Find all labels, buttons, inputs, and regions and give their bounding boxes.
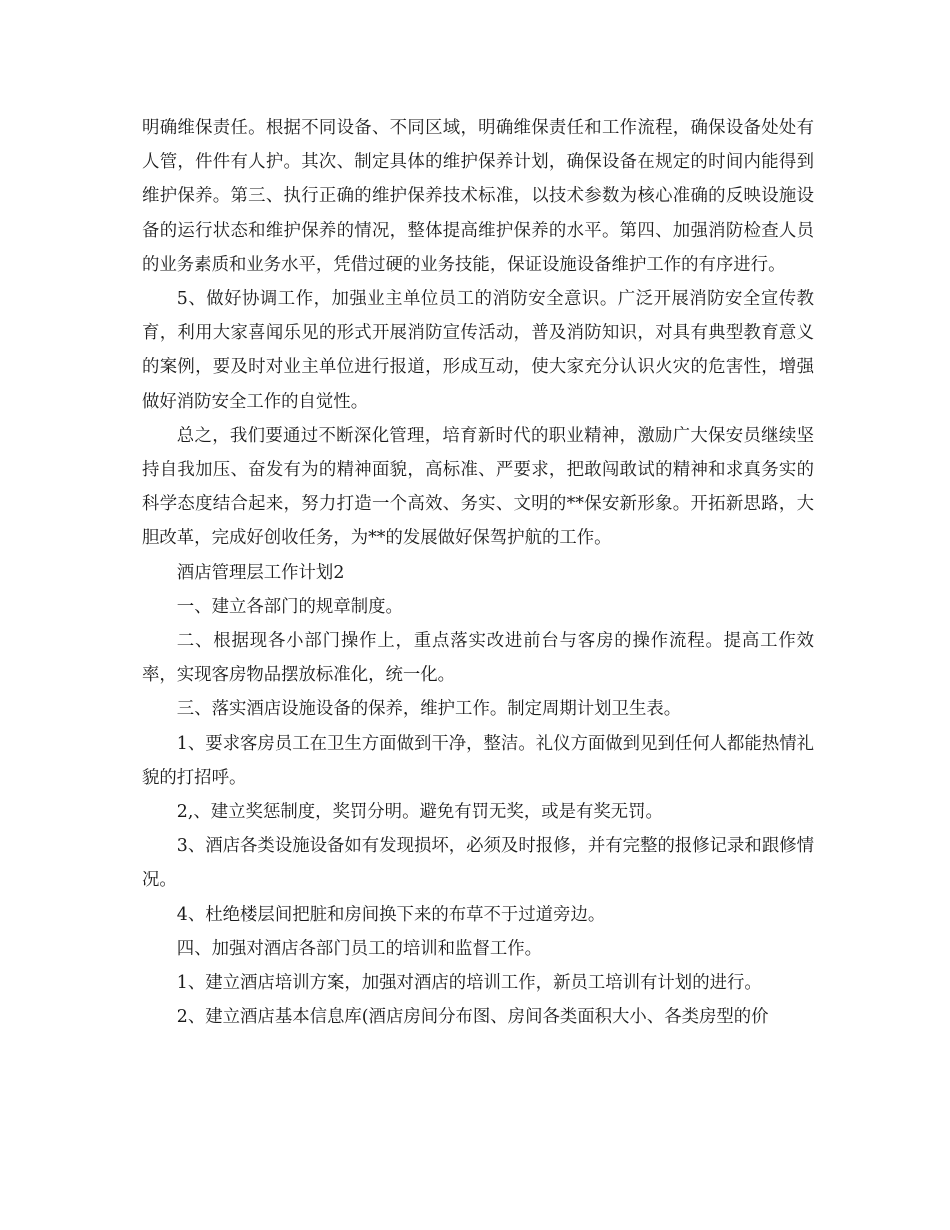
paragraph-coordination: 5、做好协调工作，加强业主单位员工的消防安全意识。广泛开展消防安全宣传教育，利用大家喜闻乐见的形式开展消防宣传活动，普及消防知识，对具有典型教育意义的案例，要及时对业主单位进行报道，形成互动，使大家充分认识火灾的危害性，增强做好消防安全工作的自觉性。 <box>142 289 814 412</box>
item-improve-process: 二、根据现各小部门操作上，重点落实改进前台与客房的操作流程。提高工作效率，实现客房物品摆放标准化，统一化。 <box>142 631 814 686</box>
paragraph-maintenance-duties: 明确维保责任。根据不同设备、不同区域，明确维保责任和工作流程，确保设备处处有人管，件件有人护。其次、制定具体的维护保养计划，确保设备在规定的时间内能得到维护保养。第三、执行正确的维护保养技术标准，以技术参数为核心准确的反映设施设备的运行状态和维护保养的情况，整体提高维护保养的水平。第四、加强消防检查人员的业务素质和业务水平，凭借过硬的业务技能，保证设施设备维护工作的有序进行。 <box>142 118 814 275</box>
subitem-training-plan: 1、建立酒店培训方案，加强对酒店的培训工作，新员工培训有计划的进行。 <box>176 973 762 994</box>
subitem-reward-punishment: 2,、建立奖惩制度，奖罚分明。避免有罚无奖，或是有奖无罚。 <box>176 802 663 823</box>
subitem-housekeeping-standards: 1、要求客房员工在卫生方面做到干净，整洁。礼仪方面做到见到任何人都能热情礼貌的打招呼。 <box>142 733 814 788</box>
paragraph-summary: 总之，我们要通过不断深化管理，培育新时代的职业精神，激励广大保安员继续坚持自我加压、奋发有为的精神面貌，高标准、严要求，把敢闯敢试的精神和求真务实的科学态度结合起来，努力打造一个高效、务实、文明的**保安新形象。开拓新思路，大胆改革，完成好创收任务，为**的发展做好保驾护航的工作。 <box>142 425 814 549</box>
subitem-linen-handling: 4、杜绝楼层间把脏和房间换下来的布草不于过道旁边。 <box>176 904 606 925</box>
item-staff-training: 四、加强对酒店各部门员工的培训和监督工作。 <box>176 938 543 959</box>
item-facility-maintenance: 三、落实酒店设施设备的保养，维护工作。制定周期计划卫生表。 <box>176 699 682 720</box>
document-body <box>142 111 814 1034</box>
section-title-hotel-plan-2: 酒店管理层工作计划2 <box>176 562 345 583</box>
subitem-repair-reporting: 3、酒店各类设施设备如有发现损坏，必须及时报修，并有完整的报修记录和跟修情况。 <box>142 836 814 891</box>
subitem-info-database: 2、建立酒店基本信息库(酒店房间分布图、房间各类面积大小、各类房型的价 <box>176 1007 769 1028</box>
item-establish-rules: 一、建立各部门的规章制度。 <box>176 596 403 617</box>
